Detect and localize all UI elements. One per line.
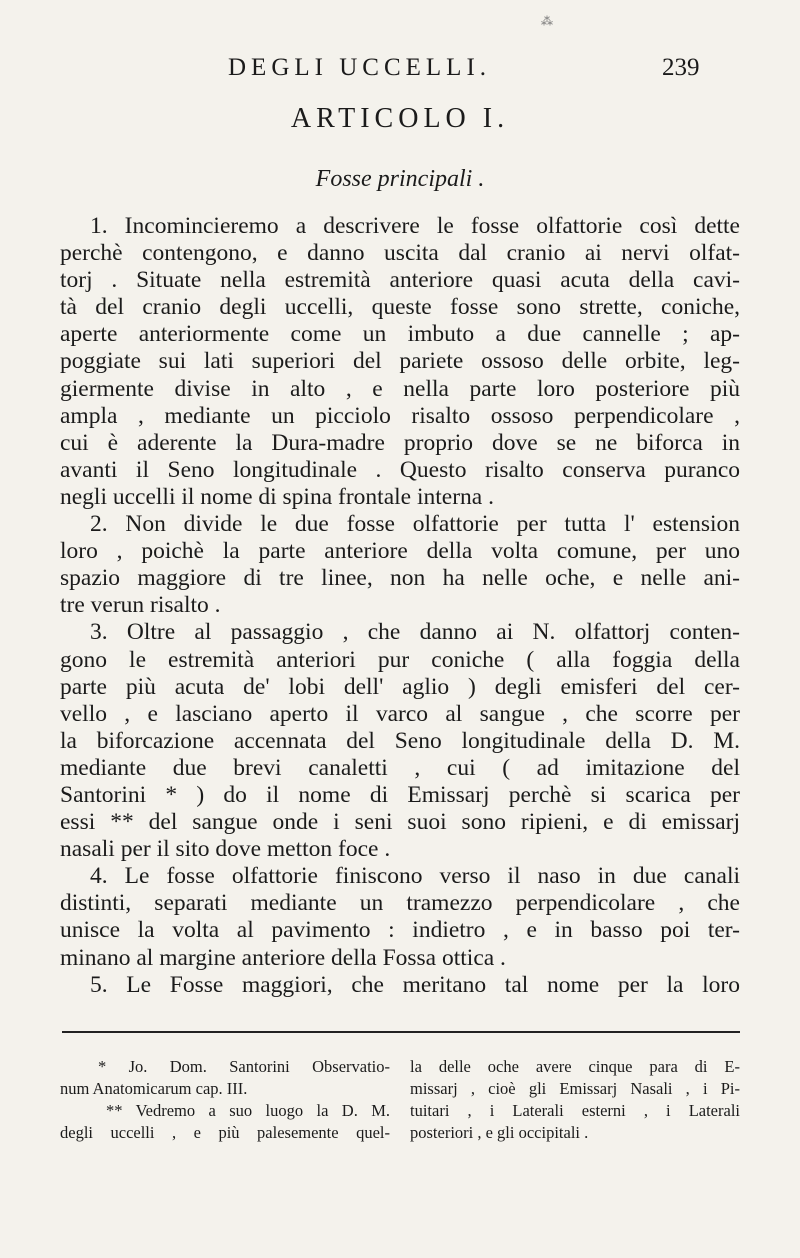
body-line: tre verun risalto . — [60, 592, 221, 619]
footnote-line: num Anatomicarum cap. III. — [60, 1079, 248, 1098]
body-line: spazio maggiore di tre linee, non ha nelle oche, e nelle ani- — [60, 565, 740, 592]
footnote-line: tuitari , i Laterali esterni , i Laterali — [410, 1101, 740, 1120]
footnote-line: missarj , cioè gli Emissarj Nasali , i Pi- — [410, 1079, 740, 1098]
footnote-line: degli uccelli , e più palesemente quel- — [60, 1123, 390, 1142]
body-line: torj . Situate nella estremità anteriore quasi acuta della cavi- — [60, 267, 740, 294]
body-line: 2. Non divide le due fosse olfattorie per tutta l' estension — [90, 511, 740, 538]
footnote-line: * Jo. Dom. Santorini Observatio- — [98, 1057, 390, 1076]
body-line: tà del cranio degli uccelli, queste fosse sono strette, coniche, — [60, 294, 740, 321]
body-line: poggiate sui lati superiori del pariete ossoso delle orbite, leg- — [60, 348, 740, 375]
body-line: 4. Le fosse olfattorie finiscono verso il naso in due canali — [90, 863, 740, 890]
body-line: giermente divise in alto , e nella parte loro posteriore più — [60, 375, 740, 402]
body-line: Santorini * ) do il nome di Emissarj perchè si scarica per — [60, 781, 740, 808]
body-line: nasali per il sito dove metton foce . — [60, 836, 391, 863]
body-line: minano al margine anteriore della Fossa ottica . — [60, 944, 506, 971]
article-title: ARTICOLO I. — [290, 103, 510, 134]
body-line: cui è aderente la Dura-madre proprio dove se ne biforca in — [60, 429, 740, 456]
footnote-rule — [62, 1031, 740, 1033]
footnote-column-left — [60, 1056, 390, 1144]
body-line: essi ** del sangue onde i seni suoi sono ripieni, e di emissarj — [60, 809, 740, 836]
footnote-line: posteriori , e gli occipitali . — [410, 1123, 589, 1142]
body-line: distinti, separati mediante un tramezzo perpendicolare , che — [60, 890, 740, 917]
body-line: loro , poichè la parte anteriore della volta comune, per uno — [60, 538, 740, 565]
footnote-line: la delle oche avere cinque para di E- — [410, 1057, 740, 1076]
body-line: gono le estremità anteriori pur coniche ( alla foggia della — [60, 646, 740, 673]
body-line: 3. Oltre al passaggio , che danno ai N. olfattorj conten- — [90, 619, 740, 646]
body-line: mediante due brevi canaletti , cui ( ad imitazione del — [60, 754, 740, 781]
footnote-line: ** Vedremo a suo luogo la D. M. — [106, 1101, 390, 1120]
body-line: 5. Le Fosse maggiori, che meritano tal nome per la loro — [90, 971, 740, 998]
body-line: la biforcazione accennata del Seno longitudinale della D. M. — [60, 727, 740, 754]
printer-ornament: ⁂ — [541, 14, 553, 28]
body-line: ampla , mediante un picciolo risalto ossoso perpendicolare , — [60, 402, 740, 429]
body-line: 1. Incomincieremo a descrivere le fosse olfattorie così dette — [90, 213, 740, 239]
body-line: vello , e lasciano aperto il varco al sangue , che scorre per — [60, 700, 740, 727]
running-title: DEGLI UCCELLI. — [228, 54, 492, 81]
section-subtitle: Fosse principali . — [315, 166, 485, 192]
page-number: 239 — [662, 54, 700, 81]
body-line: perchè contengono, e danno uscita dal cranio ai nervi olfat- — [60, 240, 740, 267]
body-line: aperte anteriormente come un imbuto a due cannelle ; ap- — [60, 321, 740, 348]
body-line: unisce la volta al pavimento : indietro , e in basso poi ter- — [60, 917, 740, 944]
footnote-column-right — [410, 1056, 740, 1144]
body-line: parte più acuta de' lobi dell' aglio ) degli emisferi del cer- — [60, 673, 740, 700]
body-line: negli uccelli il nome di spina frontale interna . — [60, 483, 494, 510]
body-line: avanti il Seno longitudinale . Questo risalto conserva puranco — [60, 456, 740, 483]
page-header — [0, 54, 800, 88]
body-text — [60, 213, 740, 999]
